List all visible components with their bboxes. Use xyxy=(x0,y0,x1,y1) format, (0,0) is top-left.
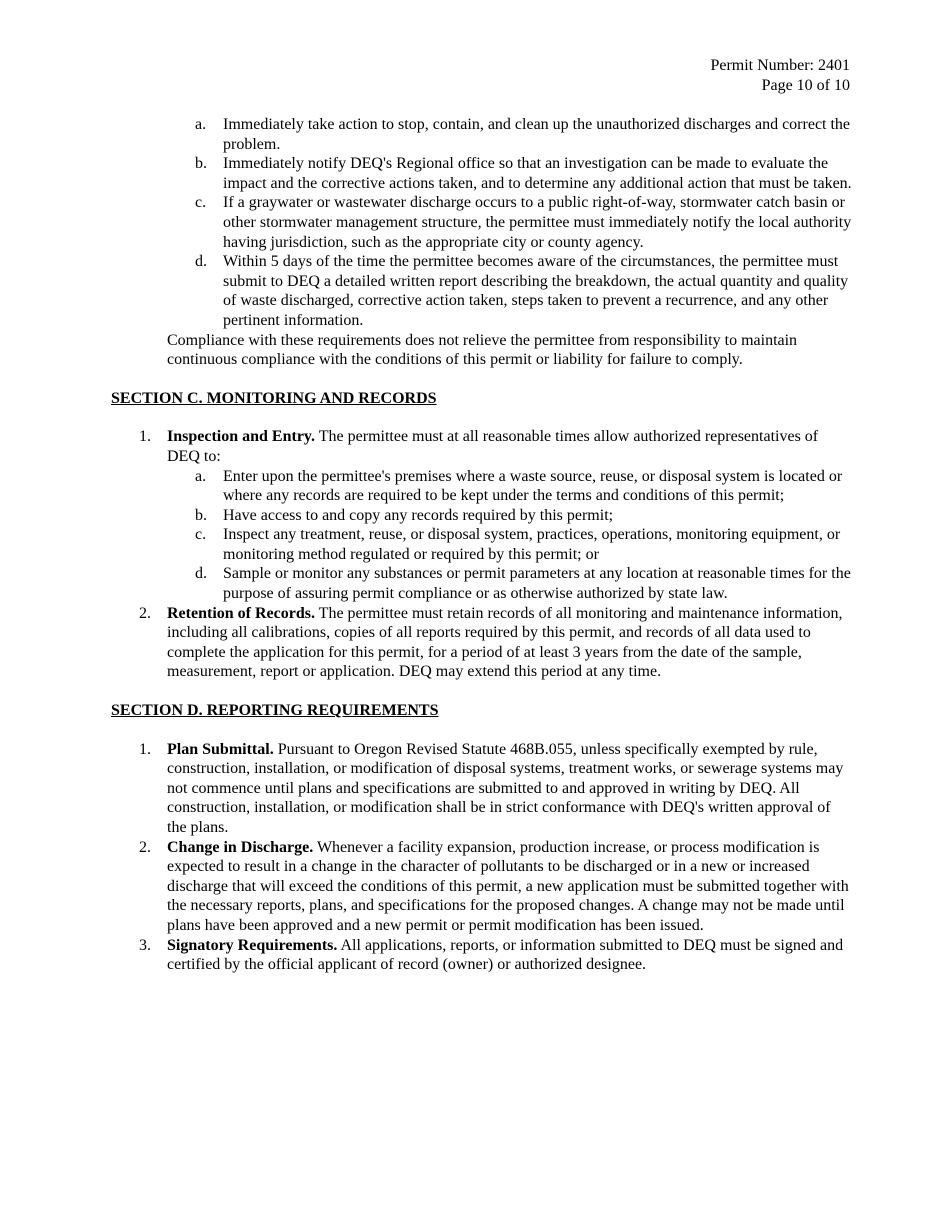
item-title: Retention of Records. xyxy=(167,604,315,622)
item-title: Plan Submittal. xyxy=(167,740,274,758)
list-marker: 2. xyxy=(139,838,151,856)
section-item-inspection xyxy=(139,427,852,603)
list-marker: 3. xyxy=(139,936,151,954)
section-item-change-in-discharge xyxy=(139,838,852,936)
list-item-text: Immediately notify DEQ's Regional office so that an investigation can be made to evaluate the impact and the corrective actions taken, and to determine any additional action that must be taken. xyxy=(223,155,852,192)
section-d-heading: SECTION D. REPORTING REQUIREMENTS xyxy=(111,702,439,720)
item-text: Whenever a facility expansion, production increase, or process modification is expected to result in a change in the character of pollutants to be discharged or in a new or increased discharge that will exceed the conditions of this permit, a new application must be submitted together with the necessary reports, plans, and specifications for the proposed changes. A change may not be made until plans have been approved and a new permit or permit modification has been issued. xyxy=(167,838,849,934)
list-item xyxy=(195,115,852,154)
list-item-text: Inspect any treatment, reuse, or disposal system, practices, operations, monitoring equipment, or monitoring method regulated or required by this permit; or xyxy=(223,526,841,563)
section-item-signatory xyxy=(139,936,852,975)
page-number: Page 10 of 10 xyxy=(761,77,850,94)
list-marker: b. xyxy=(195,506,207,524)
page-header xyxy=(710,56,850,96)
list-item xyxy=(195,525,852,564)
item-text: Pursuant to Oregon Revised Statute 468B.055, unless specifically exempted by rule, construction, installation, or modification of disposal systems, treatment works, or sewerage systems may not commence until plans and specifications are submitted to and approved in writing by DEQ. All construction, installation, or modification shall be in strict conformance with DEQ's written approval of the plans. xyxy=(167,740,844,836)
item-title: Change in Discharge. xyxy=(167,838,314,856)
item-title: Inspection and Entry. xyxy=(167,428,316,446)
section-item-plan-submittal xyxy=(139,740,852,838)
item-text: The permittee must retain records of all monitoring and maintenance information, including all calibrations, copies of all reports required by this permit, and records of all data used to complete the application for this permit, for a period of at least 3 years from the date of the sample, measurement, report or application. DEQ may extend this period at any time. xyxy=(167,604,843,681)
section-c-list xyxy=(111,427,852,682)
list-item xyxy=(195,467,852,506)
list-marker: c. xyxy=(195,526,207,544)
list-marker: 1. xyxy=(139,428,151,446)
compliance-note: Compliance with these requirements does not relieve the permittee from responsibility to maintain continuous compliance with the conditions of this permit or liability for failure to comply. xyxy=(167,331,798,369)
list-item-text: Within 5 days of the time the permittee becomes aware of the circumstances, the permittee must submit to DEQ a detailed written report describing the breakdown, the actual quantity and quality of waste discharged, corrective action taken, steps taken to prevent a recurrence, and any other pertinent information. xyxy=(223,253,849,329)
list-marker: a. xyxy=(195,467,207,485)
section-item-retention xyxy=(139,604,852,682)
list-marker: b. xyxy=(195,155,207,173)
permit-number: Permit Number: 2401 xyxy=(710,57,850,74)
list-item-text: Have access to and copy any records required by this permit; xyxy=(223,506,614,524)
list-marker: d. xyxy=(195,253,207,271)
list-item-text: Immediately take action to stop, contain, and clean up the unauthorized discharges and correct the problem. xyxy=(223,116,851,153)
item-text: All applications, reports, or information submitted to DEQ must be signed and certified by the official applicant of record (owner) or authorized designee. xyxy=(167,936,844,974)
list-item xyxy=(195,252,852,330)
list-marker: 2. xyxy=(139,604,151,622)
list-item-text: Enter upon the permittee's premises where a waste source, reuse, or disposal system is located or where any records are required to be kept under the terms and conditions of this permit; xyxy=(223,467,843,505)
list-item xyxy=(195,506,852,526)
item-text: The permittee must at all reasonable times allow authorized representatives of DEQ to: xyxy=(167,428,819,465)
notification-steps-list xyxy=(111,115,852,331)
item-title: Signatory Requirements. xyxy=(167,936,338,954)
list-marker: d. xyxy=(195,565,207,583)
section-c-heading: SECTION C. MONITORING AND RECORDS xyxy=(111,389,437,407)
list-marker: 1. xyxy=(139,740,151,758)
list-item-text: Sample or monitor any substances or permit parameters at any location at reasonable times for the purpose of assuring permit compliance or as otherwise authorized by state law. xyxy=(223,565,851,603)
section-d-list xyxy=(111,740,852,975)
inspection-rights-list xyxy=(167,467,852,604)
list-item xyxy=(195,193,852,252)
list-marker: c. xyxy=(195,194,207,212)
list-marker: a. xyxy=(195,116,207,133)
list-item-text: If a graywater or wastewater discharge occurs to a public right-of-way, stormwater catch basin or other stormwater management structure, the permittee must immediately notify the local authority having jurisdiction, such as the appropriate city or county agency. xyxy=(223,194,852,251)
document-body xyxy=(111,115,852,975)
list-item xyxy=(195,564,852,603)
list-item xyxy=(195,154,852,193)
